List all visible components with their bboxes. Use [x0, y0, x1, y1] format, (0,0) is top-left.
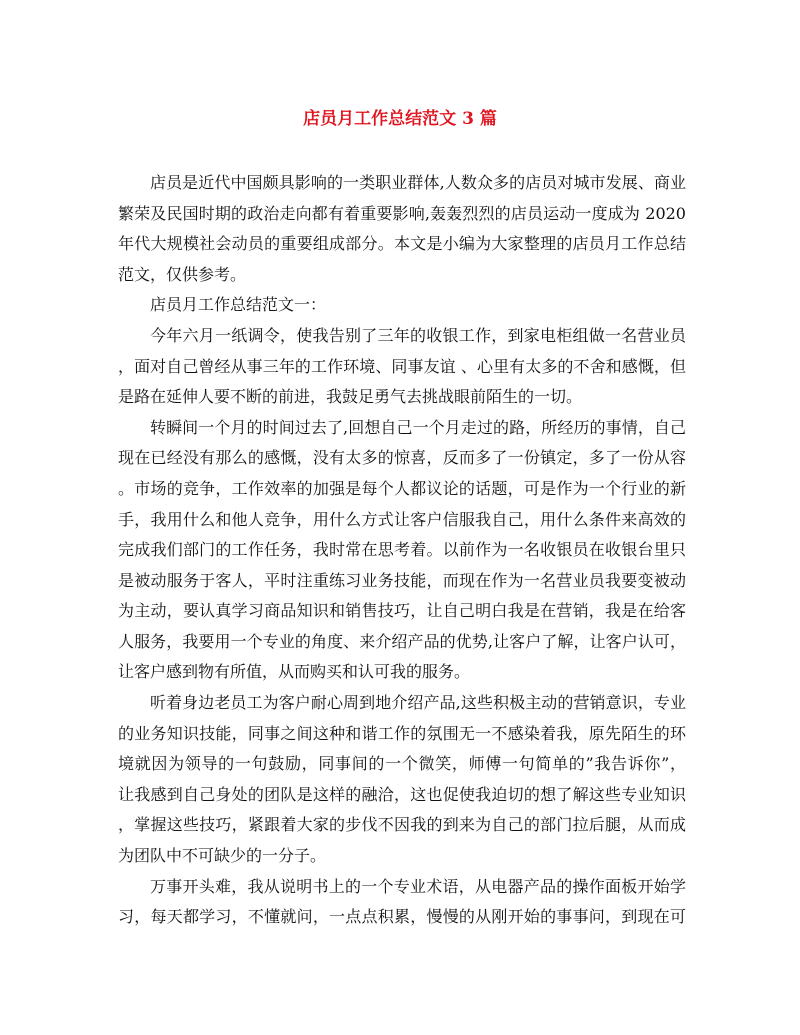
paragraph-line: 是被动服务于客人，平时注重练习业务技能，而现在作为一名营业员我要变被动 — [118, 571, 686, 590]
paragraph-line: 人服务，我要用一个专业的角度、来介绍产品的优势,让客户了解，让客户认可， — [118, 632, 686, 651]
paragraph-line: 范文，仅供参考。 — [118, 265, 247, 284]
paragraph-line: 为团队中不可缺少的一分子。 — [118, 846, 327, 865]
paragraph-line: 让我感到自己身处的团队是这样的融洽，这也促使我迫切的想了解这些专业知识 — [118, 785, 686, 804]
paragraph-line: 是路在延伸人要不断的前进，我鼓足勇气去挑战眼前陌生的一切。 — [118, 387, 583, 406]
paragraph-line: 今年六月一纸调令，使我告别了三年的收银工作，到家电柜组做一名营业员 — [150, 326, 686, 345]
paragraph-line: 听着身边老员工为客户耐心周到地介绍产品,这些积极主动的营销意识，专业 — [150, 693, 686, 712]
paragraph-line: 现在已经没有那么的感慨，没有太多的惊喜，反而多了一份镇定，多了一份从容 — [118, 448, 686, 467]
paragraph-line: 转瞬间一个月的时间过去了,回想自己一个月走过的路，所经历的事情，自己 — [150, 418, 686, 437]
paragraph-line: 为主动，要认真学习商品知识和销售技巧，让自己明白我是在营销，我是在给客 — [118, 601, 686, 620]
paragraph-line: 让客户感到物有所值，从而购买和认可我的服务。 — [118, 662, 471, 681]
paragraph-line: 繁荣及民国时期的政治走向都有着重要影响,轰轰烈烈的店员运动一度成为 2020 — [118, 204, 686, 223]
paragraph-line: 境就因为领导的一句鼓励，同事间的一个微笑，师傅一句简单的”我告诉你”， — [118, 754, 686, 773]
paragraph-line: ，掌握这些技巧，紧跟着大家的步伐不因我的到来为自己的部门拉后腿，从而成 — [118, 815, 686, 834]
paragraph-line: 手，我用什么和他人竞争，用什么方式让客户信服我自己，用什么条件来高效的 — [118, 510, 686, 529]
section-heading: 店员月工作总结范文一： — [150, 295, 327, 314]
document-title: 店员月工作总结范文 3 篇 — [303, 109, 497, 129]
paragraph-line: 年代大规模社会动员的重要组成部分。本文是小编为大家整理的店员月工作总结 — [118, 234, 686, 253]
paragraph-line: 完成我们部门的工作任务，我时常在思考着。以前作为一名收银员在收银台里只 — [118, 540, 686, 559]
paragraph-line: 习，每天都学习，不懂就问，一点点积累，慢慢的从刚开始的事事问，到现在可 — [118, 907, 686, 926]
paragraph-line: 店员是近代中国颇具影响的一类职业群体,人数众多的店员对城市发展、商业 — [150, 173, 686, 192]
paragraph-line: 。市场的竞争，工作效率的加强是每个人都议论的话题，可是作为一个行业的新 — [118, 479, 686, 498]
paragraph-line: ，面对自己曾经从事三年的工作环境、同事友谊 、心里有太多的不舍和感慨，但 — [118, 357, 686, 376]
paragraph-line: 万事开头难，我从说明书上的一个专业术语，从电器产品的操作面板开始学 — [150, 877, 686, 896]
paragraph-line: 的业务知识技能，同事之间这种和谐工作的氛围无一不感染着我，原先陌生的环 — [118, 724, 686, 743]
